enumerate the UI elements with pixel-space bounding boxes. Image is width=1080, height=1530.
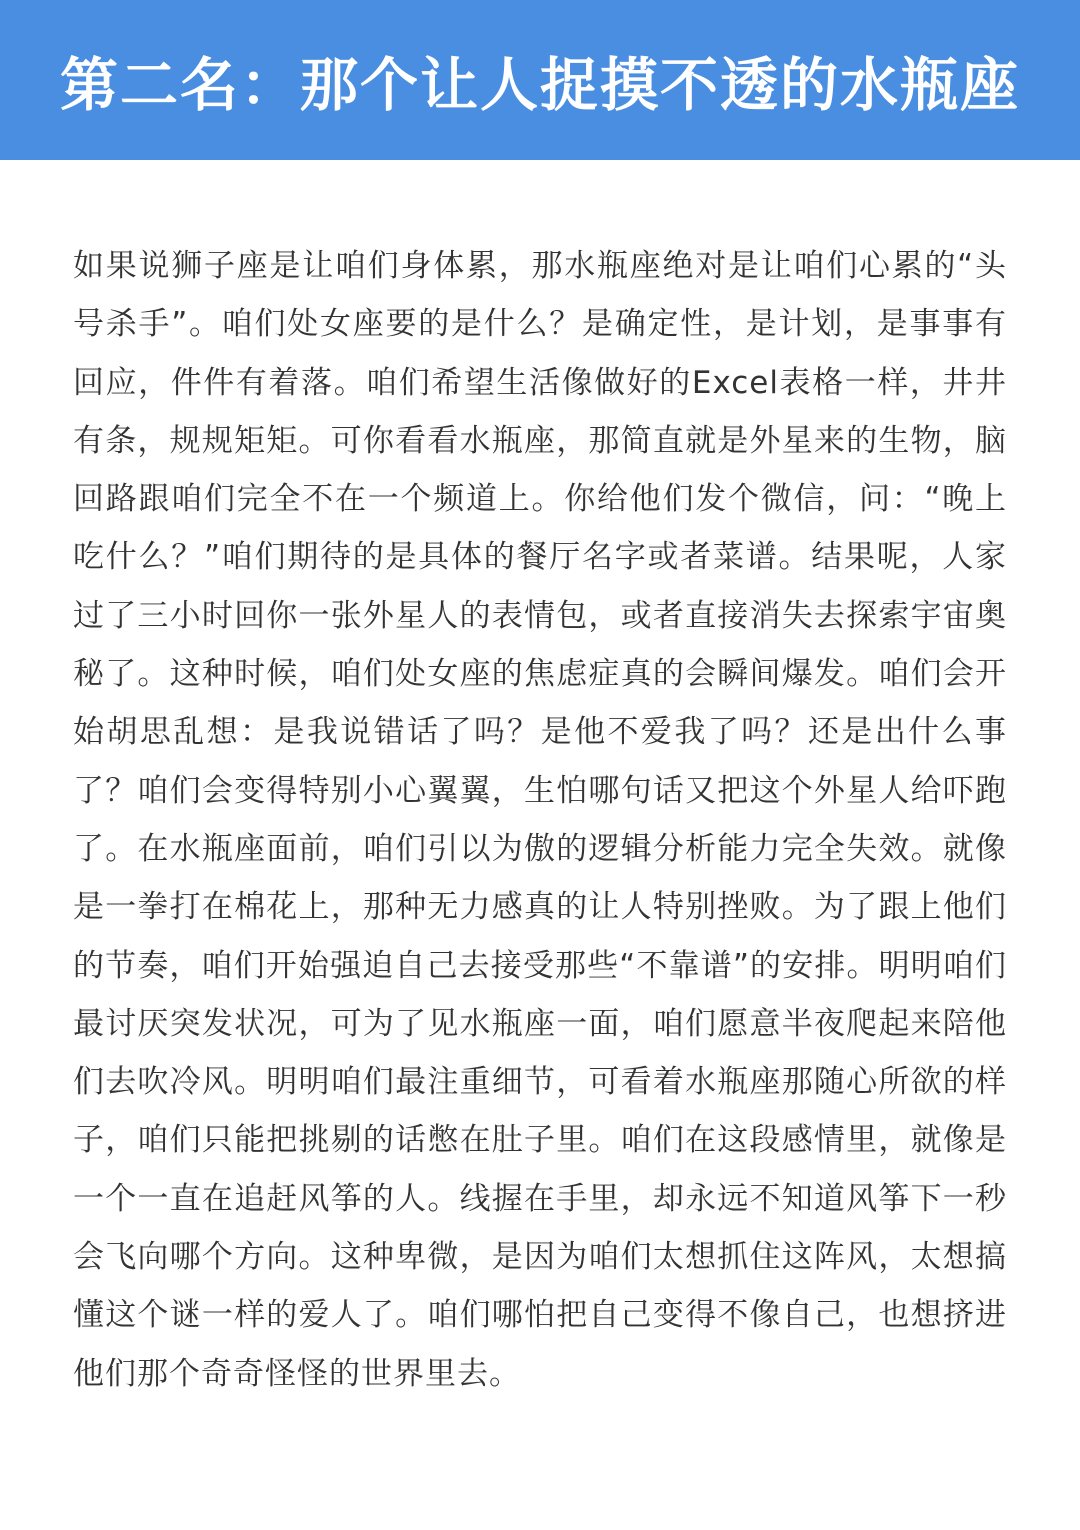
title-banner [0,0,1080,160]
article-body: 如果说狮子座是让咱们身体累，那水瓶座绝对是让咱们心累的“头号杀手”。咱们处女座要的是什么？是确定性，是计划，是事事有回应，件件有着落。咱们希望生活像做好的Excel表格一样，井井有条，规规矩矩。可你看看水瓶座，那简直就是外星来的生物，脑回路跟咱们完全不在一个频道上。你给他们发个微信，问：“晚上吃什么？”咱们期待的是具体的餐厅名字或者菜谱。结果呢，人家过了三小时回你一张外星人的表情包，或者直接消失去探索宇宙奥秘了。这种时候，咱们处女座的焦虑症真的会瞬间爆发。咱们会开始胡思乱想：是我说错话了吗？是他不爱我了吗？还是出什么事了？咱们会变得特别小心翼翼，生怕哪句话又把这个外星人给吓跑了。在水瓶座面前，咱们引以为傲的逻辑分析能力完全失效。就像是一拳打在棉花上，那种无力感真的让人特别挫败。为了跟上他们的节奏，咱们开始强迫自己去接受那些“不靠谱”的安排。明明咱们最讨厌突发状况，可为了见水瓶座一面，咱们愿意半夜爬起来陪他们去吹冷风。明明咱们最注重细节，可看着水瓶座那随心所欲的样子，咱们只能把挑剔的话憋在肚子里。咱们在这段感情里，就像是一个一直在追赶风筝的人。线握在手里，却永远不知道风筝下一秒会飞向哪个方向。这种卑微，是因为咱们太想抓住这阵风，太想搞懂这个谜一样的爱人了。咱们哪怕把自己变得不像自己，也想挤进他们那个奇奇怪怪的世界里去。 [73,248,1007,1392]
page-title: 第二名：那个让人捉摸不透的水瓶座 [59,51,1020,119]
